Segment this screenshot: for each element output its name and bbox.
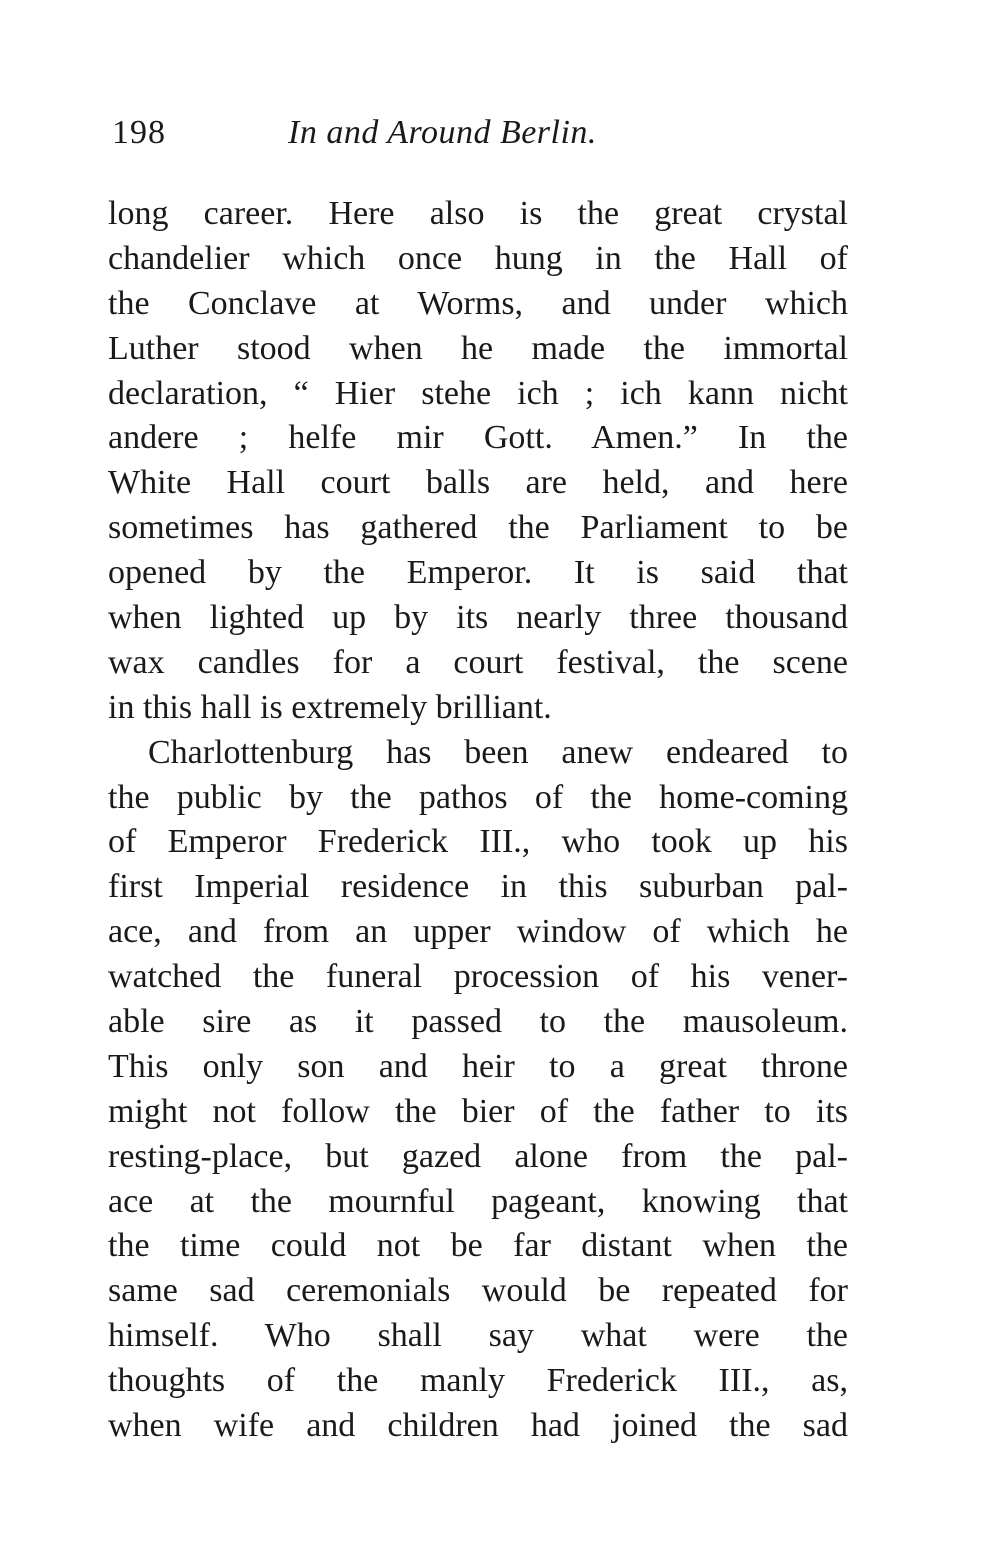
text-line: same sad ceremonials would be repeated for (108, 1272, 848, 1310)
text-line: himself. Who shall say what were the (108, 1317, 848, 1355)
text-line: ace at the mournful pageant, knowing that (108, 1182, 848, 1220)
text-line: in this hall is extremely brilliant. (108, 688, 552, 726)
text-line: Luther stood when he made the immortal (108, 329, 848, 367)
body-text (108, 192, 848, 1449)
text-line: the Conclave at Worms, and under which (108, 284, 848, 322)
text-line: the public by the pathos of the home-coming (108, 778, 848, 816)
text-line: This only son and heir to a great throne (108, 1047, 848, 1085)
text-line: thoughts of the manly Frederick III., as, (108, 1362, 848, 1400)
text-line: chandelier which once hung in the Hall of (108, 239, 848, 277)
running-title: In and Around Berlin. (288, 114, 597, 151)
text-line: opened by the Emperor. It is said that (108, 554, 848, 592)
text-line: ace, and from an upper window of which he (108, 913, 848, 951)
text-line: White Hall court balls are held, and here (108, 464, 848, 502)
text-line: able sire as it passed to the mausoleum. (108, 1003, 848, 1041)
text-line: when wife and children had joined the sad (108, 1407, 848, 1445)
text-line: long career. Here also is the great crystal (108, 195, 848, 232)
text-line: first Imperial residence in this suburban pal- (108, 868, 848, 906)
page-header (112, 108, 852, 158)
text-line: watched the funeral procession of his vener- (108, 958, 848, 996)
text-line: sometimes has gathered the Parliament to be (108, 509, 848, 547)
text-line: when lighted up by its nearly three thousand (108, 599, 848, 637)
text-line: of Emperor Frederick III., who took up his (108, 823, 848, 861)
text-line: andere ; helfe mir Gott. Amen.” In the (108, 419, 848, 457)
text-line: the time could not be far distant when the (108, 1227, 848, 1265)
text-line: wax candles for a court festival, the scene (108, 643, 848, 681)
text-line: declaration, “ Hier stehe ich ; ich kann nicht (108, 374, 848, 412)
text-line: might not follow the bier of the father to its (108, 1092, 848, 1130)
text-line: resting-place, but gazed alone from the pal- (108, 1137, 848, 1175)
text-line: Charlottenburg has been anew endeared to (148, 733, 848, 771)
page-number: 198 (112, 114, 166, 151)
